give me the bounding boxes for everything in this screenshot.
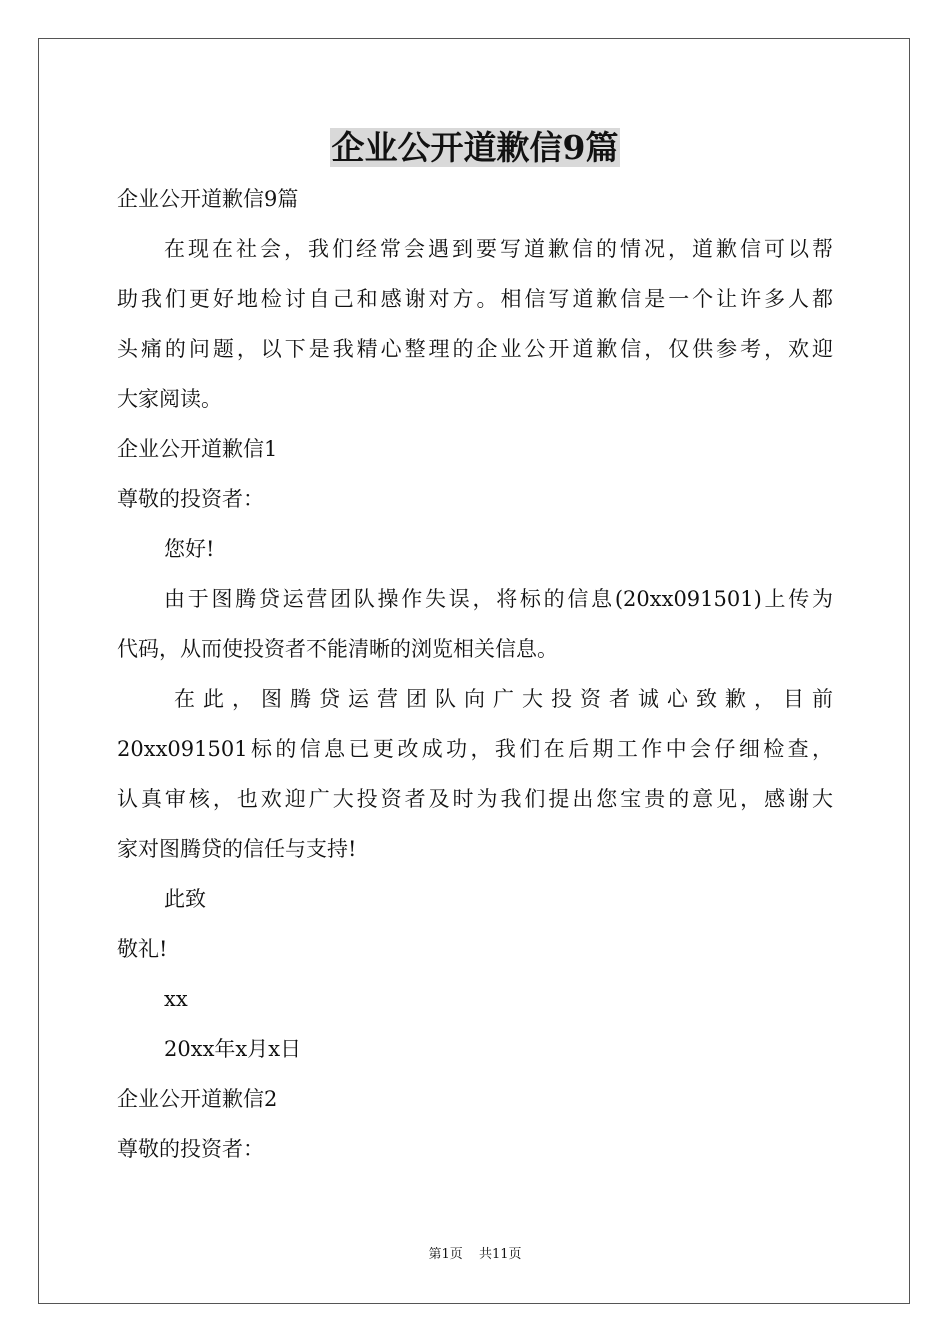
signature-name: xx	[164, 987, 188, 1011]
spread-char: 向	[464, 687, 485, 711]
signature-date: 20xx年x月x日	[164, 1037, 302, 1061]
spread-char: 投	[551, 687, 572, 711]
spread-char: 队	[435, 687, 456, 711]
page-number: 第1页	[428, 1247, 463, 1262]
section-heading: 企业公开道歉信2	[117, 1087, 278, 1111]
spread-char: 运	[348, 687, 369, 711]
spread-char: 团	[406, 687, 427, 711]
page-frame	[38, 38, 910, 1304]
paragraph-line: 20xx091501标的信息已更改成功，我们在后期工作中会仔细检查，	[117, 737, 833, 761]
paragraph-line: 由于图腾贷运营团队操作失误，将标的信息(20xx091501)上传为	[164, 587, 833, 611]
spread-char: 腾	[290, 687, 311, 711]
spread-char: 致	[696, 687, 717, 711]
salutation: 尊敬的投资者：	[117, 1137, 264, 1161]
closing-salute: 敬礼!	[117, 937, 168, 961]
paragraph-line: 代码，从而使投资者不能清晰的浏览相关信息。	[117, 637, 558, 661]
spread-char: ，	[232, 687, 253, 711]
closing-line: 此致	[164, 887, 206, 911]
spread-char: 歉	[725, 687, 746, 711]
spread-char: 目	[783, 687, 804, 711]
document-title-text: 企业公开道歉信9篇	[331, 128, 619, 167]
spread-char: 图	[261, 687, 282, 711]
spread-char: 诚	[638, 687, 659, 711]
spread-char: 在	[174, 687, 195, 711]
paragraph-line: 助我们更好地检讨自己和感谢对方。相信写道歉信是一个让许多人都	[117, 287, 833, 311]
document-title	[0, 126, 950, 170]
paragraph-line: 大家阅读。	[117, 387, 222, 411]
salutation: 尊敬的投资者：	[117, 487, 264, 511]
greeting: 您好!	[164, 537, 215, 561]
section-heading: 企业公开道歉信1	[117, 437, 278, 461]
spread-char: 此	[203, 687, 224, 711]
subtitle-line: 企业公开道歉信9篇	[117, 187, 299, 211]
page-total: 共11页	[478, 1247, 522, 1262]
spread-char: 广	[493, 687, 514, 711]
spread-char: 大	[522, 687, 543, 711]
paragraph-line-spread	[174, 684, 833, 714]
spread-char: 前	[812, 687, 833, 711]
spread-char: 资	[580, 687, 601, 711]
spread-char: 者	[609, 687, 630, 711]
spread-char: 营	[377, 687, 398, 711]
spread-char: 贷	[319, 687, 340, 711]
spread-char: ，	[754, 687, 775, 711]
spread-char: 心	[667, 687, 688, 711]
page-footer	[0, 1246, 950, 1264]
paragraph-line: 头痛的问题，以下是我精心整理的企业公开道歉信，仅供参考，欢迎	[117, 337, 833, 361]
paragraph-line: 在现在社会，我们经常会遇到要写道歉信的情况，道歉信可以帮	[164, 237, 833, 261]
paragraph-line: 认真审核，也欢迎广大投资者及时为我们提出您宝贵的意见，感谢大	[117, 787, 833, 811]
paragraph-line: 家对图腾贷的信任与支持!	[117, 837, 357, 861]
